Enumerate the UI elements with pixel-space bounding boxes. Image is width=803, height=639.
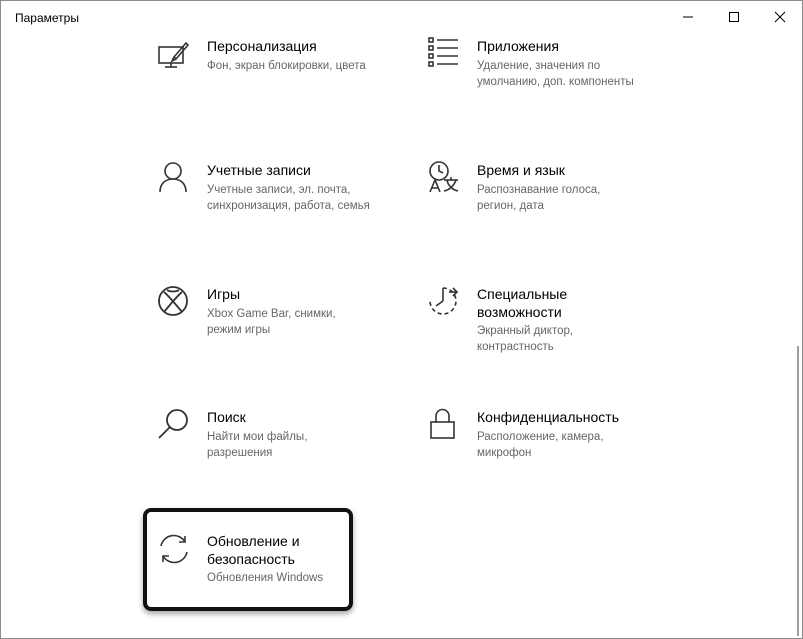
tile-accessibility[interactable] bbox=[427, 285, 677, 365]
tile-description: умолчанию, доп. компоненты bbox=[477, 76, 634, 88]
tile-description: разрешения bbox=[207, 447, 273, 459]
tile-description: регион, дата bbox=[477, 200, 544, 212]
tile-description: Фон, экран блокировки, цвета bbox=[207, 60, 366, 72]
maximize-button[interactable] bbox=[711, 1, 757, 33]
accessibility-icon bbox=[427, 285, 461, 319]
tile-time-language[interactable] bbox=[427, 161, 677, 231]
minimize-button[interactable] bbox=[665, 1, 711, 33]
tile-title: Время и язык bbox=[477, 162, 565, 178]
tile-title: Конфиденциальность bbox=[477, 409, 620, 425]
lock-icon bbox=[427, 408, 461, 442]
close-button[interactable] bbox=[757, 1, 803, 33]
tile-accounts[interactable] bbox=[157, 161, 407, 231]
tile-description: контрастность bbox=[477, 341, 554, 353]
tile-description: Xbox Game Bar, снимки, bbox=[207, 308, 336, 320]
tile-description: микрофон bbox=[477, 447, 532, 459]
tile-title: Персонализация bbox=[207, 38, 317, 54]
tile-gaming[interactable] bbox=[157, 285, 407, 355]
tile-apps[interactable] bbox=[427, 37, 687, 107]
tile-title: Специальные bbox=[477, 286, 568, 302]
close-icon bbox=[774, 11, 786, 23]
tile-description: Экранный диктор, bbox=[477, 325, 574, 337]
tile-title: Игры bbox=[207, 286, 241, 302]
scrollbar[interactable] bbox=[797, 346, 799, 636]
tile-privacy[interactable] bbox=[427, 408, 677, 478]
tile-description: синхронизация, работа, семья bbox=[207, 200, 370, 212]
tile-title: Обновление и bbox=[207, 533, 300, 549]
tile-personalization[interactable] bbox=[157, 37, 407, 107]
tile-description: Обновления Windows bbox=[207, 572, 324, 584]
time-language-icon bbox=[427, 161, 461, 195]
tile-title: Поиск bbox=[207, 409, 246, 425]
person-icon bbox=[157, 161, 191, 195]
tile-title: Приложения bbox=[477, 38, 559, 54]
minimize-icon bbox=[682, 11, 694, 23]
xbox-icon bbox=[157, 285, 191, 319]
window-title: Параметры bbox=[15, 11, 79, 25]
tile-description: Расположение, камера, bbox=[477, 431, 604, 443]
tile-description: Найти мои файлы, bbox=[207, 431, 308, 443]
tile-title: возможности bbox=[477, 304, 562, 320]
update-icon bbox=[157, 532, 191, 566]
tile-description: Учетные записи, эл. почта, bbox=[207, 184, 351, 196]
maximize-icon bbox=[728, 11, 740, 23]
tile-title: безопасность bbox=[207, 551, 295, 567]
tile-search[interactable] bbox=[157, 408, 407, 478]
tile-title: Учетные записи bbox=[207, 162, 311, 178]
tile-description: Удаление, значения по bbox=[477, 60, 601, 72]
tile-description: Распознавание голоса, bbox=[477, 184, 601, 196]
tile-description: режим игры bbox=[207, 324, 271, 336]
personalization-icon bbox=[157, 37, 191, 71]
apps-icon bbox=[427, 37, 461, 71]
tile-update-security[interactable] bbox=[157, 532, 347, 592]
title-bar bbox=[1, 1, 802, 33]
search-icon bbox=[157, 408, 191, 442]
